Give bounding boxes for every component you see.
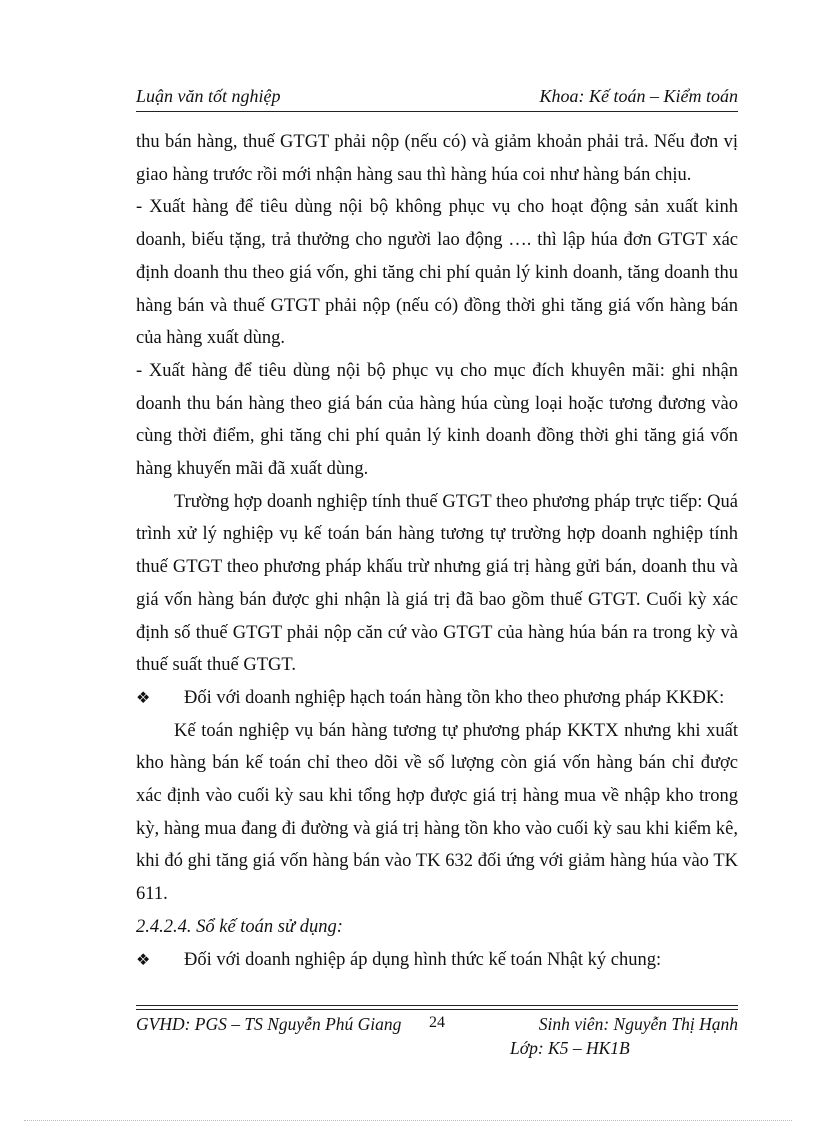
footer-supervisor: GVHD: PGS – TS Nguyễn Phú Giang bbox=[136, 1014, 402, 1034]
section-subheading: 2.4.2.4. Sổ kế toán sử dụng: bbox=[136, 916, 343, 937]
paragraph-continuation: thu bán hàng, thuế GTGT phải nộp (nếu có) và giảm khoản phải trả. Nếu đơn vị giao hàng trước rồi mới nhận hàng sau thì hàng húa coi như hàng bán chịu. bbox=[136, 132, 738, 185]
header-faculty: Khoa: Kế toán – Kiểm toán bbox=[539, 86, 738, 106]
footer-class: Lớp: K5 – HK1B bbox=[510, 1038, 630, 1058]
paragraph-direct-method: Trường hợp doanh nghiệp tính thuế GTGT theo phương pháp trực tiếp: Quá trình xử lý nghiệp vụ kế toán bán hàng tương tự trường hợp doanh nghiệp tính thuế GTGT theo phương pháp khấu trừ nhưng giá trị hàng gửi bán, doanh thu và giá vốn hàng bán được ghi nhận là giá trị đã bao gồm thuế GTGT. Cuối kỳ xác định số thuế GTGT phải nộp căn cứ vào GTGT của hàng húa bán ra trong kỳ và thuế suất thuế GTGT. bbox=[136, 491, 738, 676]
bullet-journal bbox=[136, 944, 738, 977]
bullet-journal-text: Đối với doanh nghiệp áp dụng hình thức kế toán Nhật ký chung: bbox=[184, 949, 662, 970]
paragraph-promotion: - Xuất hàng để tiêu dùng nội bộ phục vụ cho mục đích khuyên mãi: ghi nhận doanh thu bán hàng theo giá bán của hàng húa cùng loại hoặc tương đương vào cùng thời điểm, ghi tăng chi phí quản lý kinh doanh đồng thời ghi tăng giá vốn hàng khuyến mãi đã xuất dùng. bbox=[136, 360, 738, 480]
page-header bbox=[136, 84, 738, 110]
paragraph-kkdk: Kế toán nghiệp vụ bán hàng tương tự phương pháp KKTX nhưng khi xuất kho hàng bán kế toán chỉ theo dõi về số lượng còn giá vốn hàng bán chỉ được xác định vào cuối kỳ sau khi tổng hợp được giá trị hàng mua về nhập kho trong kỳ, hàng mua đang đi đường và giá trị hàng tồn kho vào cuối kỳ sau khi kiểm kê, khi đó ghi tăng giá vốn hàng bán vào TK 632 đối ứng với giảm hàng húa vào TK 611. bbox=[136, 720, 738, 905]
page-number: 24 bbox=[429, 1014, 445, 1031]
bullet-kkdk bbox=[136, 682, 738, 715]
footer-divider-bottom bbox=[136, 1009, 738, 1010]
header-divider bbox=[136, 111, 738, 112]
page-edge-dotted-line bbox=[24, 1120, 792, 1121]
footer-divider-top bbox=[136, 1005, 738, 1006]
paragraph-internal-use: - Xuất hàng để tiêu dùng nội bộ không phục vụ cho hoạt động sản xuất kinh doanh, biếu tặng, trả thưởng cho người lao động …. thì lập húa đơn GTGT xác định doanh thu theo giá vốn, ghi tăng chi phí quản lý kinh doanh, tăng doanh thu hàng bán và thuế GTGT phải nộp (nếu có) đồng thời ghi tăng giá vốn hàng bán của hàng xuất dùng. bbox=[136, 197, 738, 349]
bullet-kkdk-text: Đối với doanh nghiệp hạch toán hàng tồn kho theo phương pháp KKĐK: bbox=[184, 687, 725, 708]
page-body bbox=[136, 126, 738, 976]
diamond-bullet-icon: ❖ bbox=[136, 687, 151, 707]
header-title: Luận văn tốt nghiệp bbox=[136, 86, 281, 106]
diamond-bullet-icon: ❖ bbox=[136, 949, 151, 969]
footer-student: Sinh viên: Nguyễn Thị Hạnh bbox=[538, 1014, 738, 1034]
